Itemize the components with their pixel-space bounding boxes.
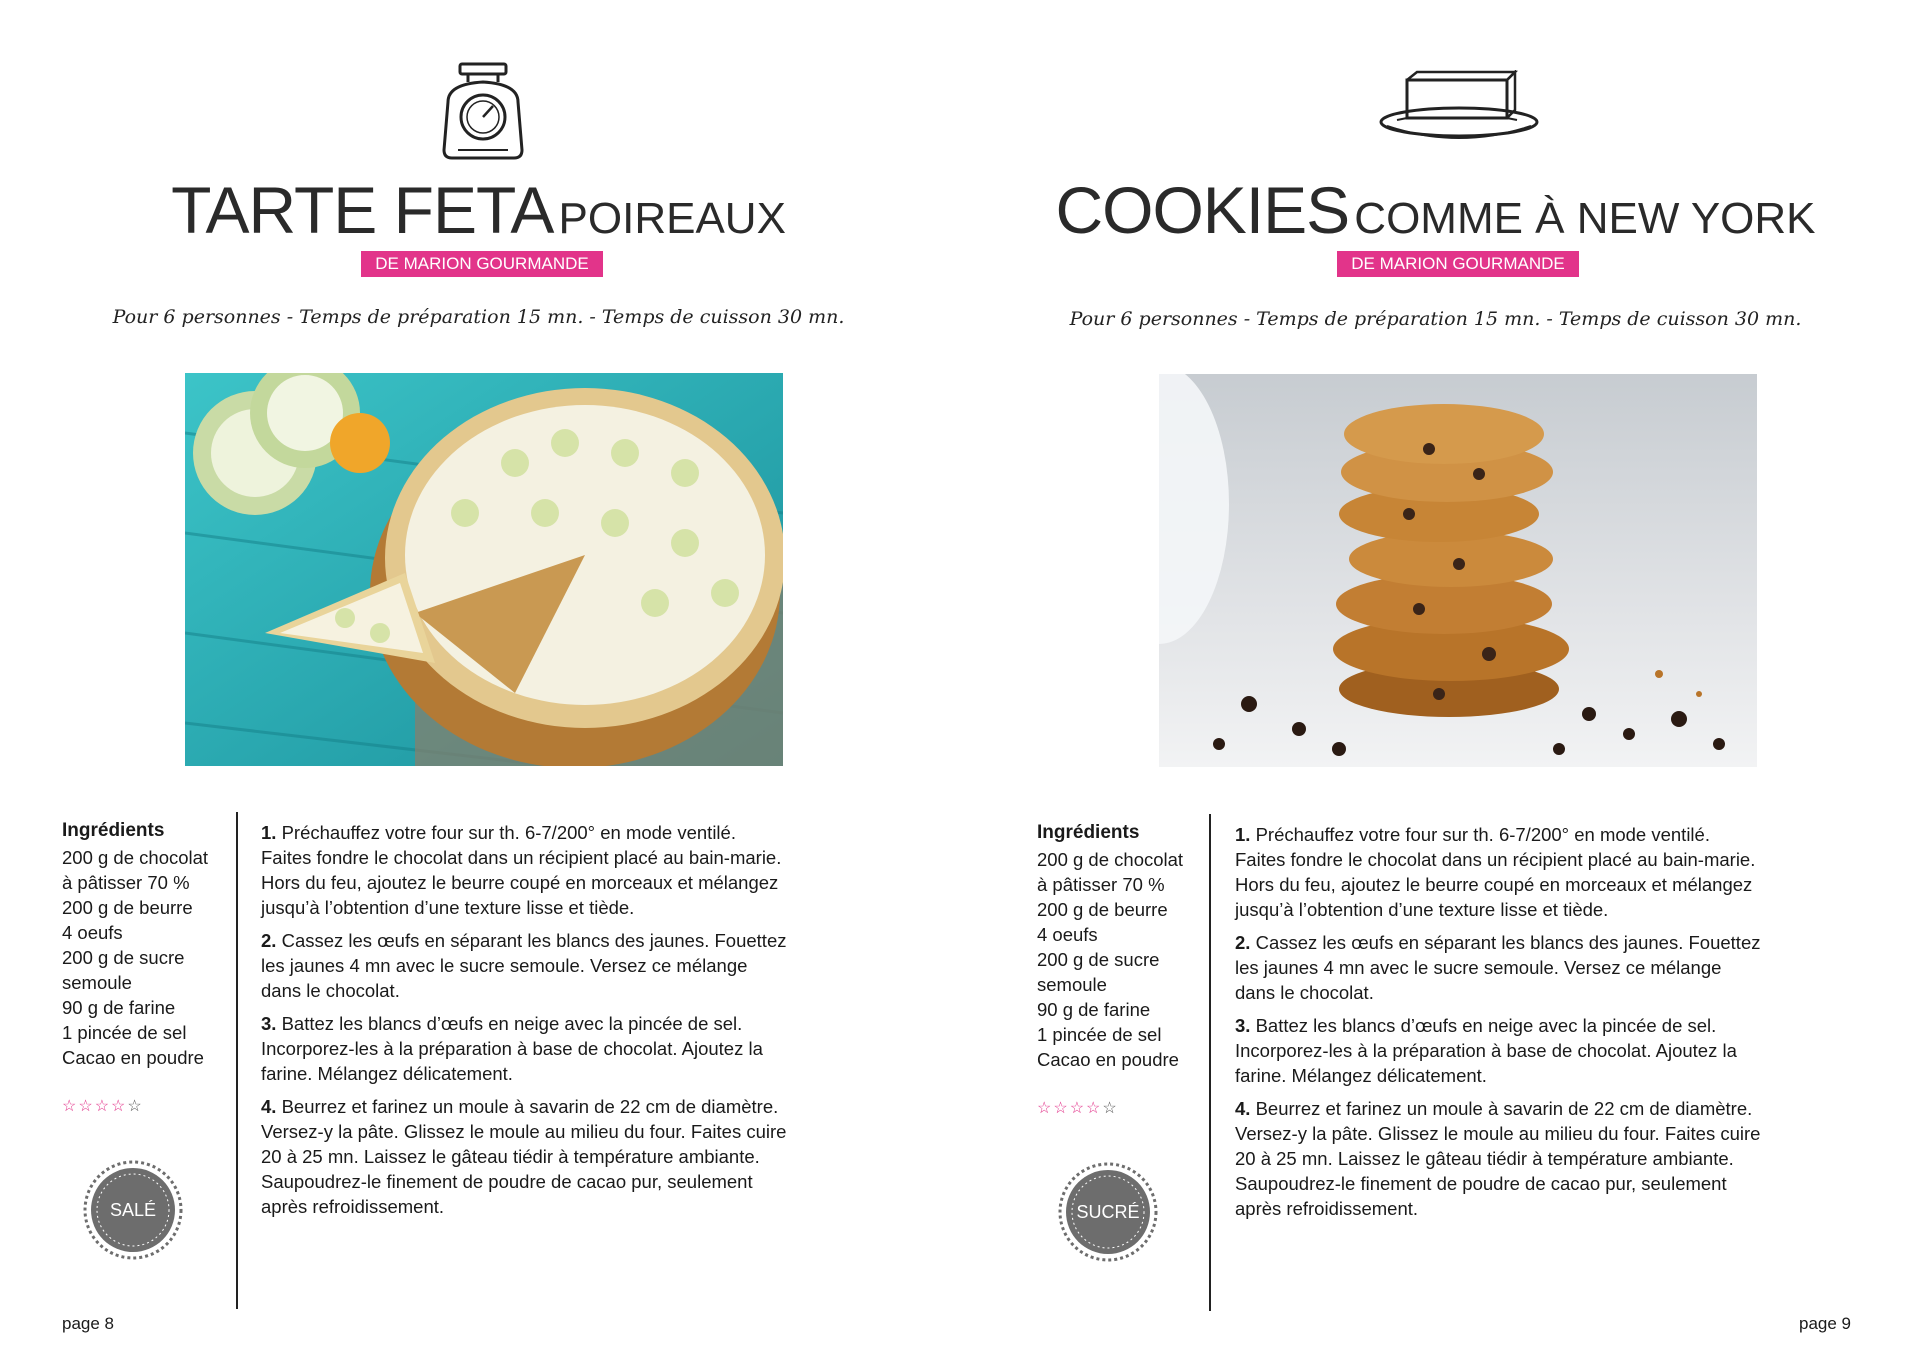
ingredient-item: 4 oeufs: [62, 922, 123, 943]
star-icon: ☆: [62, 1098, 79, 1115]
rating-stars: [1037, 1098, 1119, 1118]
column-divider: [1209, 814, 1211, 1311]
ingredients-list: [1037, 847, 1183, 1072]
tart-photo: [185, 373, 783, 766]
star-icon: ☆: [111, 1098, 128, 1115]
star-icon: ☆: [94, 1098, 112, 1115]
star-icon: ☆: [1102, 1100, 1119, 1117]
author-badge: DE MARION GOURMANDE: [361, 251, 603, 277]
recipe-title: [957, 172, 1914, 248]
ingredient-item: Cacao en poudre: [62, 1047, 204, 1068]
ingredient-item: 200 g de sucre: [1037, 949, 1160, 970]
step-item: 1. Préchauffez votre four sur th. 6-7/200° en mode ventilé. Faites fondre le chocolat dans un récipient placé au bain-marie. Hors du feu, ajoutez le beurre coupé en morceaux et mélangez jusqu’à l’obtention d’une texture lisse et tiède.: [261, 822, 782, 918]
steps-list: [1235, 822, 1765, 1229]
step-item: 3. Battez les blancs d’œufs en neige avec la pincée de sel. Incorporez-les à la préparation à base de chocolat. Ajoutez la farine. Mélangez délicatement.: [261, 1013, 763, 1084]
title-sub: POIREAUX: [558, 194, 786, 243]
ingredient-item: 90 g de farine: [62, 997, 176, 1018]
ingredient-item: Cacao en poudre: [1037, 1049, 1179, 1070]
cookies-photo: [1159, 374, 1757, 767]
ingredient-item: à pâtisser 70 %: [62, 872, 190, 893]
author-badge: DE MARION GOURMANDE: [1337, 251, 1579, 277]
ingredient-item: 200 g de sucre: [62, 947, 185, 968]
recipe-meta: Pour 6 personnes - Temps de préparation 15 mn. - Temps de cuisson 30 mn.: [112, 306, 845, 328]
steps-list: [261, 820, 791, 1227]
ingredient-item: 1 pincée de sel: [1037, 1024, 1162, 1045]
title-sub: COMME À NEW YORK: [1354, 194, 1816, 243]
rating-stars: [62, 1096, 144, 1116]
step-item: 3. Battez les blancs d’œufs en neige avec la pincée de sel. Incorporez-les à la préparation à base de chocolat. Ajoutez la farine. Mélangez délicatement.: [1235, 1015, 1737, 1086]
star-icon: ☆: [1069, 1100, 1087, 1117]
ingredient-item: à pâtisser 70 %: [1037, 874, 1165, 895]
star-icon: ☆: [127, 1098, 144, 1115]
step-item: 2. Cassez les œufs en séparant les blancs des jaunes. Fouettez les jaunes 4 mn avec le sucre semoule. Versez ce mélange dans le chocolat.: [261, 930, 787, 1001]
ingredient-item: 200 g de chocolat: [1037, 849, 1184, 870]
ingredient-item: 200 g de chocolat: [62, 847, 209, 868]
ingredient-item: 4 oeufs: [1037, 924, 1098, 945]
star-icon: ☆: [1037, 1100, 1054, 1117]
title-main: COOKIES: [1055, 173, 1350, 247]
category-seal: [1058, 1162, 1158, 1262]
recipe-title: [0, 172, 957, 248]
title-main: TARTE FETA: [171, 173, 554, 247]
column-divider: [236, 812, 238, 1309]
ingredients-title: Ingrédients: [1037, 822, 1140, 843]
category-label: SALÉ: [109, 1200, 157, 1220]
ingredient-item: 200 g de beurre: [62, 897, 193, 918]
ingredients-list: [62, 845, 208, 1070]
right-page: [957, 0, 1914, 1358]
ingredients-title: Ingrédients: [62, 820, 165, 841]
ingredient-item: semoule: [1037, 974, 1107, 995]
category-label: SUCRÉ: [1076, 1202, 1140, 1222]
ingredient-item: 200 g de beurre: [1037, 899, 1168, 920]
kitchen-scale-icon: [438, 62, 528, 162]
page-number: page 9: [1799, 1314, 1851, 1333]
ingredient-item: semoule: [62, 972, 132, 993]
ingredient-item: 1 pincée de sel: [62, 1022, 187, 1043]
star-icon: ☆: [78, 1098, 95, 1115]
star-icon: ☆: [1053, 1100, 1070, 1117]
step-item: 2. Cassez les œufs en séparant les blancs des jaunes. Fouettez les jaunes 4 mn avec le sucre semoule. Versez ce mélange dans le chocolat.: [1235, 932, 1761, 1003]
step-item: 4. Beurrez et farinez un moule à savarin de 22 cm de diamètre. Versez-y la pâte. Glissez le moule au milieu du four. Faites cuire 20 à 25 mn. Laissez le gâteau tiédir à température ambiante. Saupoudrez-le finement de poudre de cacao pur, seulement après refroidissement.: [1235, 1098, 1761, 1219]
star-icon: ☆: [1086, 1100, 1103, 1117]
butter-dish-icon: [1377, 70, 1542, 150]
category-seal: [83, 1160, 183, 1260]
recipe-meta: Pour 6 personnes - Temps de préparation 15 mn. - Temps de cuisson 30 mn.: [1069, 308, 1802, 330]
ingredient-item: 90 g de farine: [1037, 999, 1151, 1020]
page-number: page 8: [62, 1314, 114, 1333]
step-item: 4. Beurrez et farinez un moule à savarin de 22 cm de diamètre. Versez-y la pâte. Glissez le moule au milieu du four. Faites cuire 20 à 25 mn. Laissez le gâteau tiédir à température ambiante. Saupoudrez-le finement de poudre de cacao pur, seulement après refroidissement.: [261, 1096, 787, 1217]
step-item: 1. Préchauffez votre four sur th. 6-7/200° en mode ventilé. Faites fondre le chocolat dans un récipient placé au bain-marie. Hors du feu, ajoutez le beurre coupé en morceaux et mélangez jusqu’à l’obtention d’une texture lisse et tiède.: [1235, 824, 1756, 920]
